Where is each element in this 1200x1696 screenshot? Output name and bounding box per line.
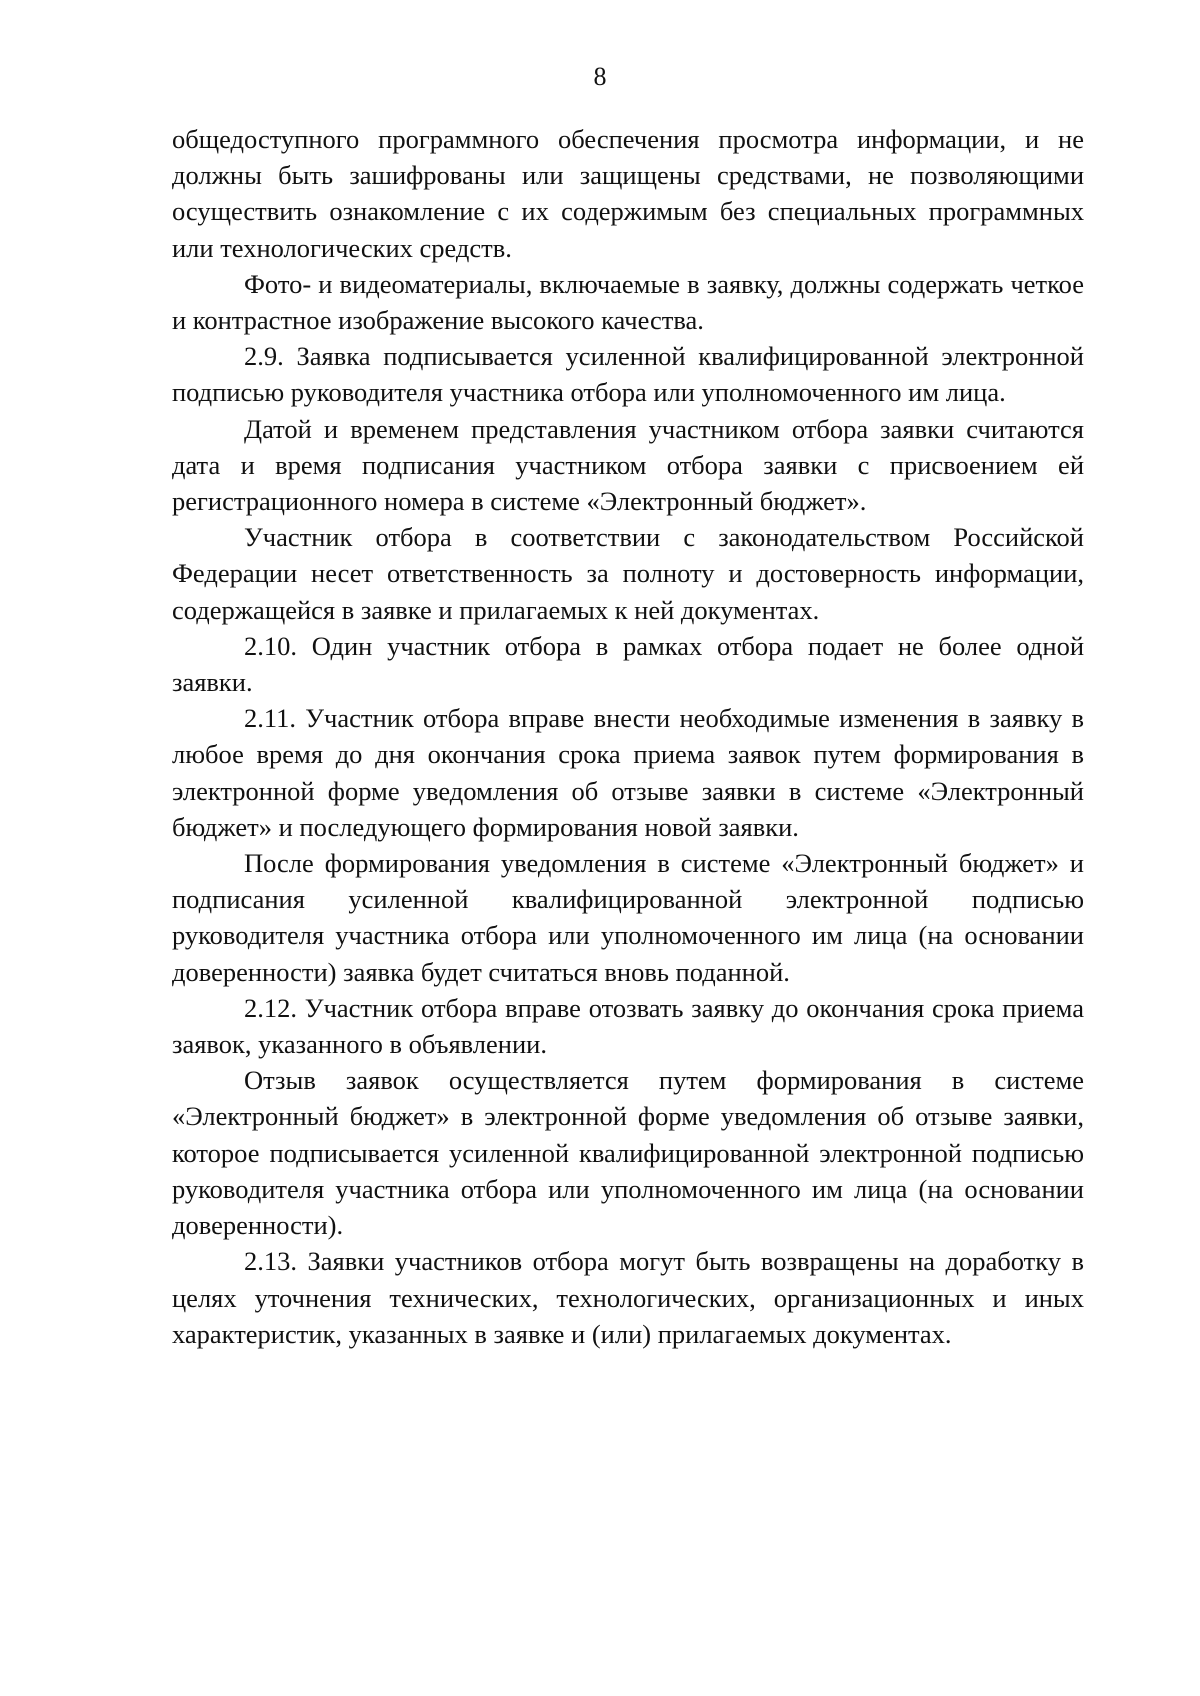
- paragraph-2-11: 2.11. Участник отбора вправе внести необходимые изменения в заявку в любое время до дня окончания срока приема заявок путем формирования в электронной форме уведомления об отзыве заявки в системе «Электронный бюджет» и последующего формирования новой заявки.: [172, 703, 1084, 842]
- paragraph-date-time: Датой и временем представления участником отбора заявки считаются дата и время подписания участником отбора заявки с присвоением ей регистрационного номера в системе «Электронный бюджет».: [172, 413, 1084, 517]
- paragraph-continuation: общедоступного программного обеспечения просмотра информации, и не должны быть зашифрованы или защищены средствами, не позволяющими осуществить ознакомление с их содержимым без специальных программных или технологических средств.: [172, 124, 1084, 263]
- paragraph-notification: После формирования уведомления в системе «Электронный бюджет» и подписания усиленной квалифицированной электронной подписью руководителя участника отбора или уполномоченного им лица (на основании доверенности) заявка будет считаться вновь поданной.: [172, 848, 1084, 987]
- paragraph-2-10: 2.10. Один участник отбора в рамках отбора подает не более одной заявки.: [172, 630, 1084, 698]
- paragraph-photo-video: Фото- и видеоматериалы, включаемые в заявку, должны содержать четкое и контрастное изображение высокого качества.: [172, 268, 1084, 336]
- page-number: 8: [593, 62, 607, 91]
- paragraph-2-9: 2.9. Заявка подписывается усиленной квалифицированной электронной подписью руководителя участника отбора или уполномоченного им лица.: [172, 341, 1084, 408]
- paragraph-2-13: 2.13. Заявки участников отбора могут быть возвращены на доработку в целях уточнения технических, технологических, организационных и иных характеристик, указанных в заявке и (или) прилагаемых документах.: [172, 1246, 1084, 1349]
- paragraph-2-12: 2.12. Участник отбора вправе отозвать заявку до окончания срока приема заявок, указанного в объявлении.: [172, 992, 1084, 1060]
- paragraph-responsibility: Участник отбора в соответствии с законодательством Российской Федерации несет ответственность за полноту и достоверность информации, содержащейся в заявке и прилагаемых к ней документах.: [172, 522, 1084, 625]
- document-body: [172, 121, 1084, 1352]
- paragraph-withdrawal: Отзыв заявок осуществляется путем формирования в системе «Электронный бюджет» в электронной форме уведомления об отзыве заявки, которое подписывается усиленной квалифицированной электронной подписью руководителя участника отбора или уполномоченного им лица (на основании доверенности).: [172, 1065, 1084, 1241]
